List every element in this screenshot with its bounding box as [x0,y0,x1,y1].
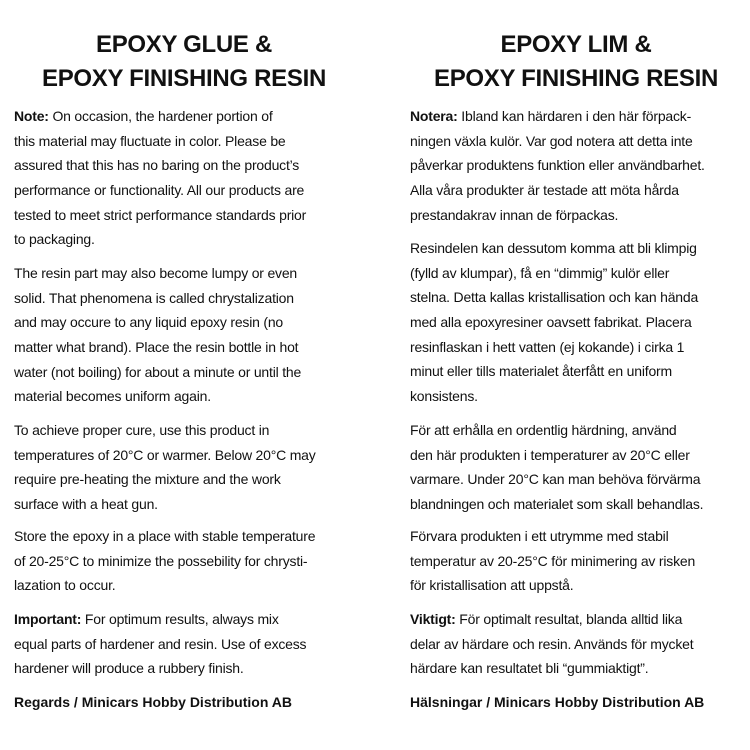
paragraph-line: To achieve proper cure, use this product in [14,422,270,438]
paragraph-line [14,607,306,632]
paragraph-line: require pre-heating the mixture and the work [14,471,281,488]
paragraph-line: För att erhålla en ordentlig härdning, använd [410,422,677,438]
paragraph-line: prestandakrav innan de förpackas. [410,206,619,223]
note-label: Notera: [410,108,458,124]
important-text: För optimalt resultat, blanda alltid lika [455,611,683,627]
paragraph-line: material becomes uniform again. [14,388,211,405]
signature: Regards / Minicars Hobby Distribution AB [14,694,292,710]
paragraph-line: equal parts of hardener and resin. Use of excess [14,635,307,652]
storage-paragraph [14,524,315,598]
paragraph-line: to packaging. [14,231,95,248]
title-line-1: EPOXY GLUE & [95,31,272,58]
paragraph-line: med alla epoxyresiner oavsett fabrikat. Placera [410,314,692,331]
paragraph-line: påverkar produktens funktion eller användbarhet. [410,157,705,174]
paragraph-line: minut eller tills materialet återfått en uniform [410,363,672,380]
note-text: Ibland kan härdaren i den här förpack- [457,108,692,124]
important-text: For optimum results, always mix [81,611,279,627]
paragraph-line: för kristallisation att uppstå. [410,577,574,594]
paragraph-line: matter what brand). Place the resin bottle in hot [14,339,299,356]
signature: Hälsningar / Minicars Hobby Distribution AB [410,694,705,710]
paragraph-line [410,607,693,632]
paragraph-line: water (not boiling) for about a minute or until the [14,363,302,380]
important-label: Viktigt: [410,611,456,627]
cure-paragraph [410,418,703,517]
paragraph-line: stelna. Detta kallas kristallisation och kan hända [410,289,699,306]
paragraph-line: of 20-25°C to minimize the possebility for chrysti- [14,552,308,569]
paragraph-line: den här produkten i temperaturer av 20°C eller [410,446,690,463]
paragraph-line: (fylld av klumpar), få en “dimmig” kulör eller [410,264,670,281]
title-line-2: EPOXY FINISHING RESIN [434,65,718,92]
cure-paragraph [14,418,316,517]
paragraph-line: temperatures of 20°C or warmer. Below 20°C may [14,446,316,463]
paragraph-line: performance or functionality. All our products are [14,182,305,199]
important-label: Important: [14,611,82,627]
paragraph-line: lazation to occur. [14,577,116,594]
resin-paragraph [410,236,698,409]
storage-paragraph [410,524,695,598]
paragraph-line [14,104,306,129]
paragraph-line: The resin part may also become lumpy or even [14,265,297,281]
important-paragraph [410,607,693,681]
paragraph-line: Resindelen kan dessutom komma att bli klimpig [410,240,697,256]
resin-paragraph [14,261,301,409]
paragraph-line: tested to meet strict performance standards prior [14,206,307,223]
important-paragraph [14,607,306,681]
title-line-1: EPOXY LIM & [500,31,652,58]
paragraph-line: resinflaskan i hett vatten (ej kokande) i cirka 1 [410,338,685,355]
paragraph-line: konsistens. [410,388,478,405]
note-text: On occasion, the hardener portion of [48,108,273,124]
paragraph-line: this material may fluctuate in color. Please be [14,132,286,149]
paragraph-line [410,104,705,129]
paragraph-line: and may occure to any liquid epoxy resin (no [14,314,284,331]
paragraph-line: hardener will produce a rubbery finish. [14,660,244,677]
title-line-2: EPOXY FINISHING RESIN [42,65,326,92]
paragraph-line: blandningen och materialet som skall behandlas. [410,496,704,513]
note-paragraph [410,104,705,227]
paragraph-line: Store the epoxy in a place with stable temperature [14,528,316,544]
paragraph-line: Alla våra produkter är testade att möta hårda [410,182,679,199]
paragraph-line: surface with a heat gun. [14,496,158,513]
paragraph-line: varmare. Under 20°C kan man behöva förvärma [410,471,701,488]
note-label: Note: [14,108,49,124]
paragraph-line: delar av härdare och resin. Används för mycket [410,635,694,652]
paragraph-line: Förvara produkten i ett utrymme med stabil [410,528,669,544]
paragraph-line: härdare kan resultatet bli “gummiaktigt”. [410,660,649,677]
paragraph-line: assured that this has no baring on the product’s [14,157,300,174]
paragraph-line: solid. That phenomena is called chrystalization [14,289,294,306]
note-paragraph [14,104,306,252]
paragraph-line: ningen växla kulör. Var god notera att detta inte [410,132,693,149]
paragraph-line: temperatur av 20-25°C för minimering av risken [410,552,696,569]
